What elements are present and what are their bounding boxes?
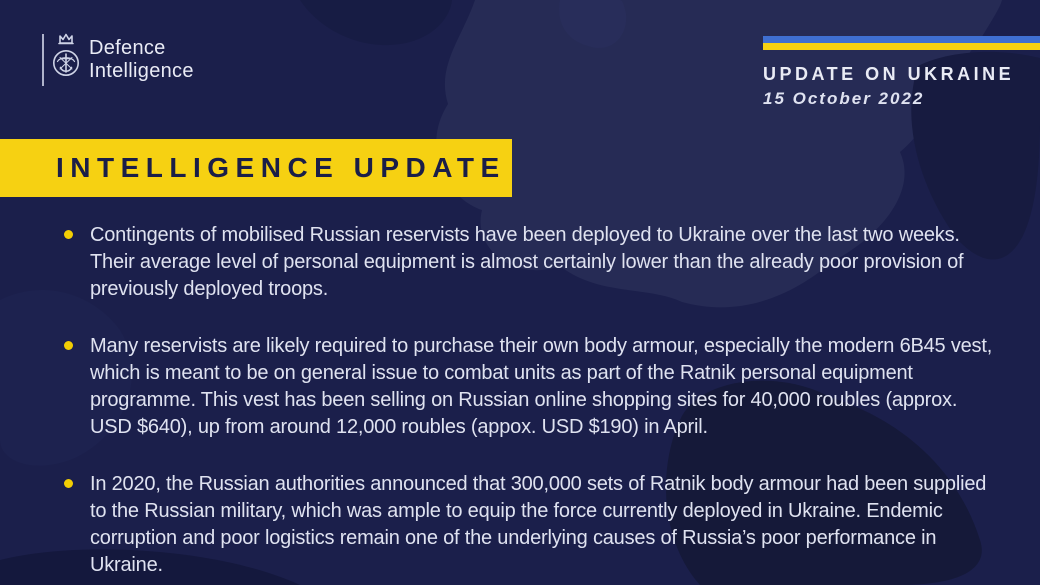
bullet-item-1 [64, 222, 1014, 303]
logo-wordmark [89, 37, 194, 83]
logo-line-defence: Defence [89, 36, 166, 59]
bullet-dot-icon [64, 230, 73, 239]
defence-intelligence-logo [42, 30, 194, 89]
banner-title: INTELLIGENCE UPDATE [56, 152, 506, 183]
flag-yellow-band [763, 43, 1040, 50]
flag-blue-band [763, 36, 1040, 43]
update-date: 15 October 2022 [763, 89, 925, 108]
masthead [763, 36, 1040, 109]
logo-divider-bar [42, 34, 44, 86]
bullet-text-2: Many reservists are likely required to purchase their own body armour, especially the modern 6B45 vest, which is meant to be on general issue to combat units as part of the Ratnik personal equipment programme. This vest has been selling on Russian online shopping sites for 40,000 roubles (approx. USD $640), up from around 12,000 roubles (appox. USD $190) in April. [90, 335, 993, 438]
mod-crest-icon [51, 30, 81, 89]
bullet-dot-icon [64, 479, 73, 488]
logo-line-intelligence: Intelligence [89, 59, 194, 82]
bullet-text-3: In 2020, the Russian authorities announced that 300,000 sets of Ratnik body armour had been supplied to the Russian military, which was ample to equip the force currently deployed in Ukraine. Endemic corruption and poor logistics remain one of the underlying causes of Russia’s poor performance in Ukraine. [90, 473, 987, 576]
bullet-item-3 [64, 471, 1014, 579]
update-on-ukraine-label: UPDATE ON UKRAINE [763, 64, 1015, 84]
bullet-dot-icon [64, 341, 73, 350]
ukraine-flag-stripe [763, 36, 1040, 50]
bullet-text-1: Contingents of mobilised Russian reservists have been deployed to Ukraine over the last two weeks. Their average level of personal equipment is almost certainly lower than the already poor provision of previously deployed troops. [90, 224, 964, 300]
bullet-list [64, 222, 1014, 579]
bullet-item-2 [64, 333, 1014, 441]
intelligence-update-banner [0, 139, 512, 197]
